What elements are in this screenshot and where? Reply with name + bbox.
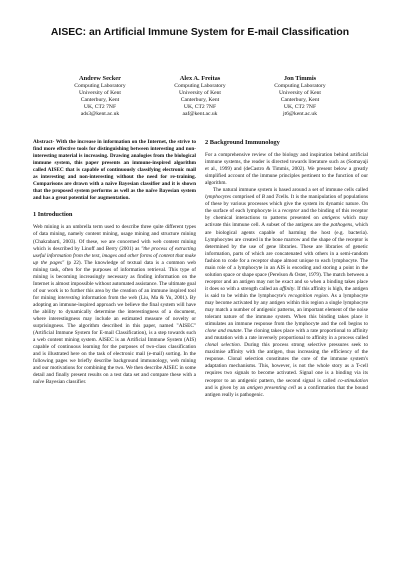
author-name: Jon Timmis [283, 75, 317, 82]
section-1-heading: 1 Introduction [33, 211, 73, 219]
author-3 [240, 75, 360, 118]
author-email: aaf@kent.ac.uk [182, 111, 218, 118]
abstract-text: With the increase in information on the Internet, the strive to find more effective tools for distinguishing between interesting and non-interesting material is increasing. Drawing analogies from the biological immune system, this paper presents an immune-inspired algorithm called AISEC that is capable of continuously classifying electronic mail as interesting and non-interesting without the need for re-training. Comparisons are drawn with a naïve Bayesian classifier and it is shown that the proposed system performs as well as the naïve Bayesian system and has a great potential for augmentation. [33, 139, 196, 202]
author-dept: Computing Laboratory [74, 83, 126, 89]
author-name: Alex A. Freitas [179, 75, 221, 82]
author-email: jt6@kent.ac.uk [282, 111, 318, 118]
section-2-paragraph-1: For a comprehensive review of the biology and inspiration behind artificial immune systems, the reader is directed towards literature such as (Somayaji et al., 1999) and (deCastro & Timmis, 2002). We present below a greatly simplified account of the immune principles pertinent to the function of our algorithm. [205, 152, 368, 187]
right-column [205, 139, 368, 559]
author-dept: Computing Laboratory [274, 83, 326, 89]
author-institution: University of Kent [179, 90, 221, 97]
author-postcode: UK, CT2 7NF [183, 104, 217, 111]
author-institution: University of Kent [279, 90, 321, 97]
author-postcode: UK, CT2 7NF [283, 104, 317, 111]
author-email: ads3@kent.ac.uk [80, 111, 120, 118]
author-city: Canterbury, Kent [180, 97, 220, 104]
author-dept: Computing Laboratory [174, 83, 226, 89]
author-institution: University of Kent [79, 90, 121, 97]
section-2-heading: 2 Background Immunology [205, 139, 280, 146]
section-2-paragraph-2: The natural immune system is based around a set of immune cells called lymphocytes comprised of B and Tcells. It is the manipulation of populations of these by various processes which give the system its dynamic nature. On the surface of each lymphocyte is a receptor and the binding of this receptor by chemical interactions to patterns presented on antigens which may activate this immune cell. A subset of the antigens are the pathogens, which are biological agents capable of harming the host (e.g. bacteria). Lymphocytes are created in the bone marrow and the shape of the receptor is determined by the use of gene libraries. These are libraries of genetic information, parts of which are concatenated with others in a semi-random fashion to code for a receptor shape almost unique to each lymphocyte. The main role of a lymphocyte in an AIS is encoding and storing a point in the solution space or shape space (Perelson & Oster, 1979). The match between a receptor and an antigen may not be exact and so when a binding takes place it does so with a strength called an affinity. If this affinity is high, the antigen is said to be within the lymphocyte's recognition region. As a lymphocyte may become activated by any antigen within this region a single lymphocyte may match a number of antigenic patterns, an important element of the noise tolerant nature of the immune system. When this binding takes place it stimulates an immune response from the lymphocyte and the cell begins to clone and mutate. The cloning takes place with a rate proportional to affinity and mutation with a rate inversely proportional to affinity in a process called clonal selection. During this process strong selective pressures seek to maximise affinity with the antigen, thus increasing the efficiency of the response. Clonal selection constitutes the core of the immune system's adaptation mechanisms. This, however, is not the whole story as a T-cell requires two signals to become activated. Signal one is a binding via its receptor to an antigenic pattern, the second signal is called co-stimulation and is given by an antigen presenting cell as a confirmation that the bound antigen really is pathogenic. [205, 187, 368, 398]
paper-title: AISEC: an Artificial Immune System for E-mail Classification [50, 27, 350, 38]
abstract-label: Abstract- [33, 139, 55, 145]
left-column [33, 139, 196, 559]
author-block [0, 75, 400, 125]
author-name: Andrew Secker [79, 75, 121, 82]
author-city: Canterbury, Kent [280, 97, 320, 104]
author-city: Canterbury, Kent [80, 97, 120, 104]
author-postcode: UK, CT2 7NF [83, 104, 117, 111]
abstract [33, 139, 196, 202]
section-1-paragraph: Web mining is an umbrella term used to describe three quite different types of data mining, namely content mining, usage mining and structure mining (Chakrabarti, 2003). Of these, we are concerned with web content mining which is described by Linoff and Berry (2001) as "the process of extracting useful information from the text, images and other forms of content that make up the pages" (p 22). The knowledge of textual data is a common web mining task, often for the purposes of information retrieval. This type of mining is becoming increasingly necessary as finding information on the Internet is almost impossible without automated assistance. The ultimate goal of our work is to further this area by the creation of an immune inspired tool for mining interesting information from the web (Liu, Ma & Yu, 2001). By adopting an immune-inspired approach we believe the final system will have the ability to dynamically determine the interestingness of a document, where interestingness may include an estimated measure of novelty or surprisingness. The algorithm described in this paper, named "AISEC" (Artificial Immune System for E-mail Classification), is a step towards such a web content mining system. AISEC is an Artificial Immune System (AIS) capable of continuous learning for the purposes of two-class classification and is illustrated here on the task of electronic mail (e-mail) sorting. In the following pages we briefly describe background immunology, web mining and our motivations for combining the two. We then describe AISEC in some detail and finally present results on a test data set and compare these with a naïve Bayesian classifier. [33, 224, 196, 386]
